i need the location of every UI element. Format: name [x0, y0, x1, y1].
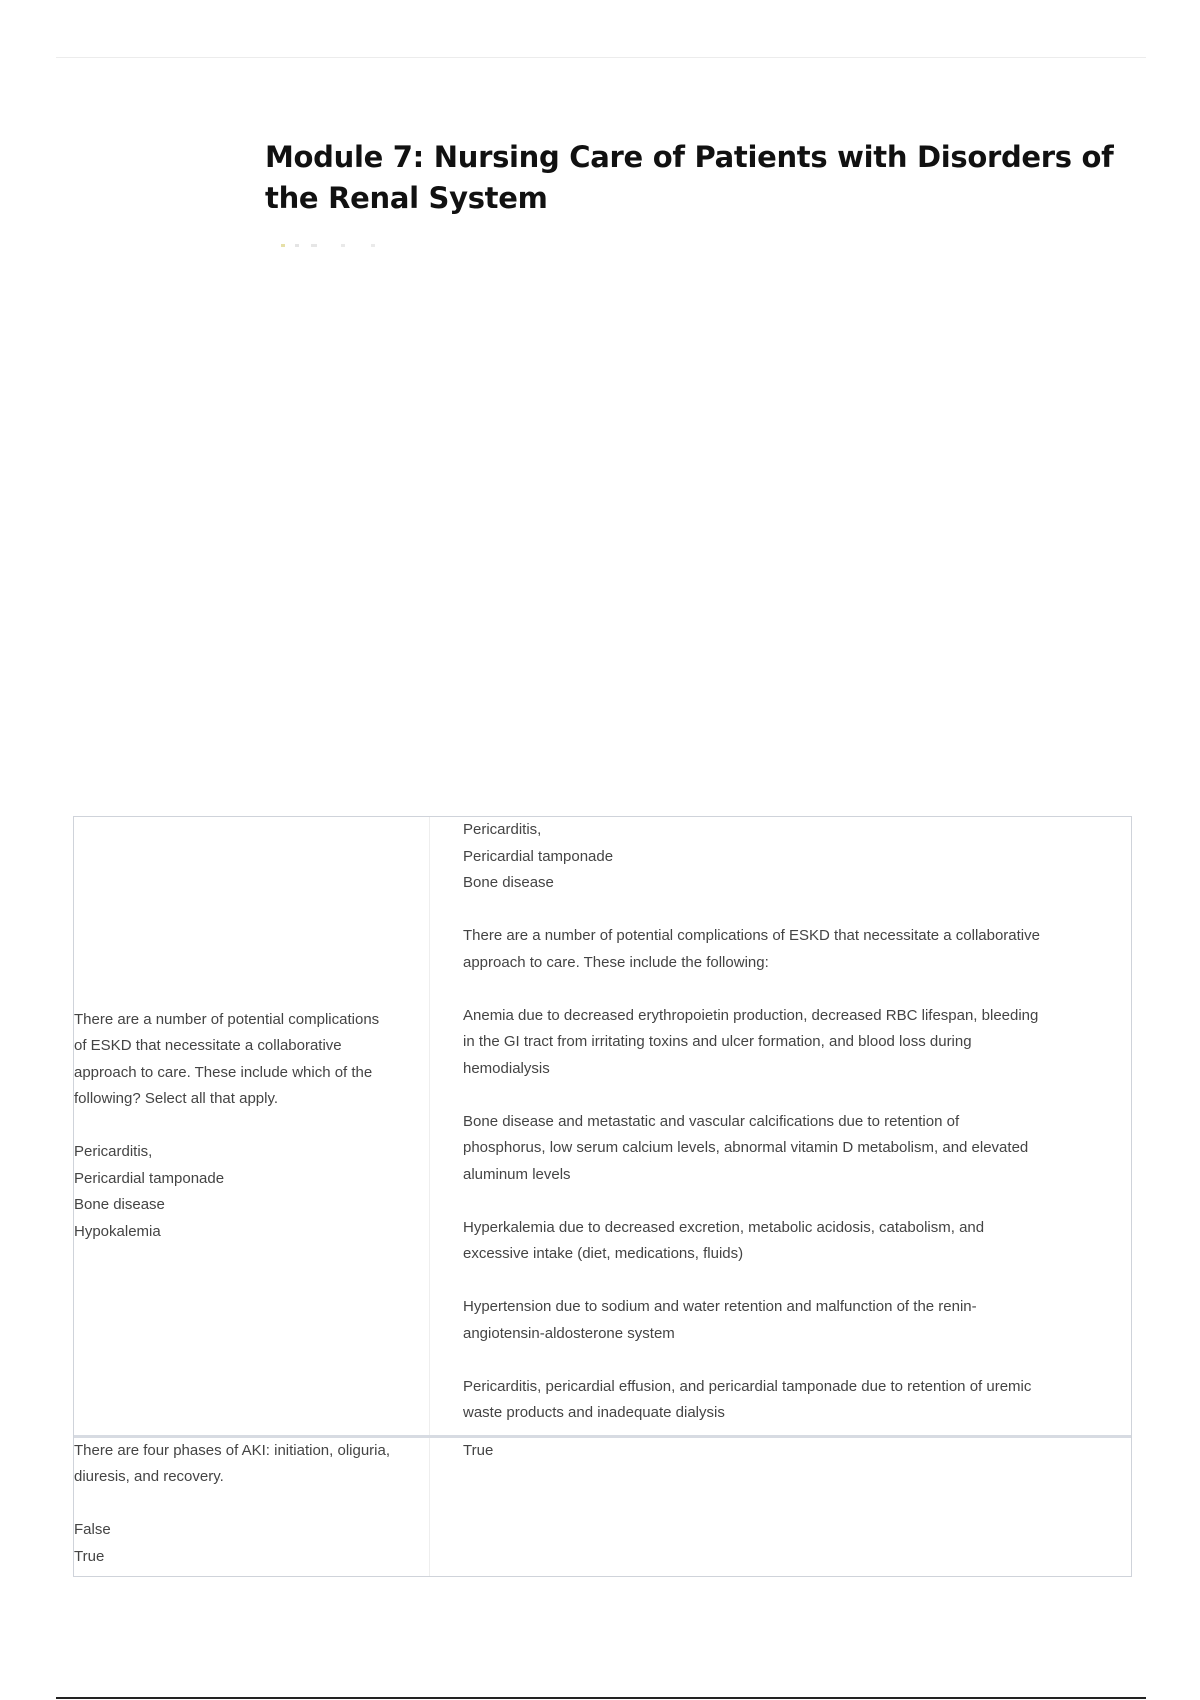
option-item: Bone disease — [74, 1196, 165, 1213]
faint-watermark-mark — [281, 244, 441, 247]
selected-answer: Pericardial tamponade — [463, 847, 614, 865]
answer-text: True — [463, 1441, 494, 1459]
document-title: Module 7: Nursing Care of Patients with Disorders of the Renal System — [265, 140, 1114, 215]
selected-answer: Pericarditis, — [463, 821, 542, 838]
option-item: False — [74, 1521, 111, 1538]
explanation-item: Anemia due to decreased erythropoietin production, decreased RBC lifespan, bleeding in the GI tract from irritating toxins and ulcer formation, and blood loss during hemodialysis — [463, 1006, 1039, 1077]
spacer — [463, 1188, 1041, 1215]
question-cell — [74, 1438, 399, 1577]
top-divider — [56, 57, 1146, 58]
answer-cell — [430, 1438, 1131, 1577]
spacer — [463, 1347, 1041, 1374]
explanation-item: Hypertension due to sodium and water retention and malfunction of the renin-angiotensin-aldosterone system — [463, 1298, 977, 1342]
table-row — [74, 1435, 1131, 1577]
option-item: Hypokalemia — [74, 1222, 161, 1240]
spacer — [463, 1082, 1041, 1109]
spacer — [74, 1113, 391, 1140]
answer-cell — [430, 817, 1131, 1435]
qa-table — [73, 816, 1132, 1577]
option-item: Pericarditis, — [74, 1143, 153, 1160]
option-item: True — [74, 1547, 105, 1565]
option-item: Pericardial tamponade — [74, 1169, 225, 1187]
table-row — [74, 817, 1131, 1435]
selected-answer: Bone disease — [463, 874, 554, 891]
explanation-item: Bone disease and metastatic and vascular calcifications due to retention of phosphorus, low serum calcium levels, abnormal vitamin D metabolism, and elevated aluminum levels — [463, 1112, 1029, 1183]
bottom-divider — [56, 1697, 1146, 1699]
spacer — [74, 1491, 391, 1518]
spacer — [463, 1268, 1041, 1295]
spacer — [463, 976, 1041, 1003]
explanation-item: Pericarditis, pericardial effusion, and pericardial tamponade due to retention of uremic waste products and inadequate dialysis — [463, 1377, 1032, 1421]
question-cell — [74, 817, 399, 1435]
explanation-intro: There are a number of potential complications of ESKD that necessitate a collaborative approach to care. These include the following: — [463, 927, 1040, 971]
question-text: There are four phases of AKI: initiation, oliguria, diuresis, and recovery. — [74, 1441, 391, 1485]
explanation-item: Hyperkalemia due to decreased excretion, metabolic acidosis, catabolism, and excessive intake (diet, medications, fluids) — [463, 1218, 985, 1262]
spacer — [463, 897, 1041, 924]
question-text: There are a number of potential complications of ESKD that necessitate a collaborative approach to care. These include which of the following? Select all that apply. — [74, 1010, 380, 1107]
